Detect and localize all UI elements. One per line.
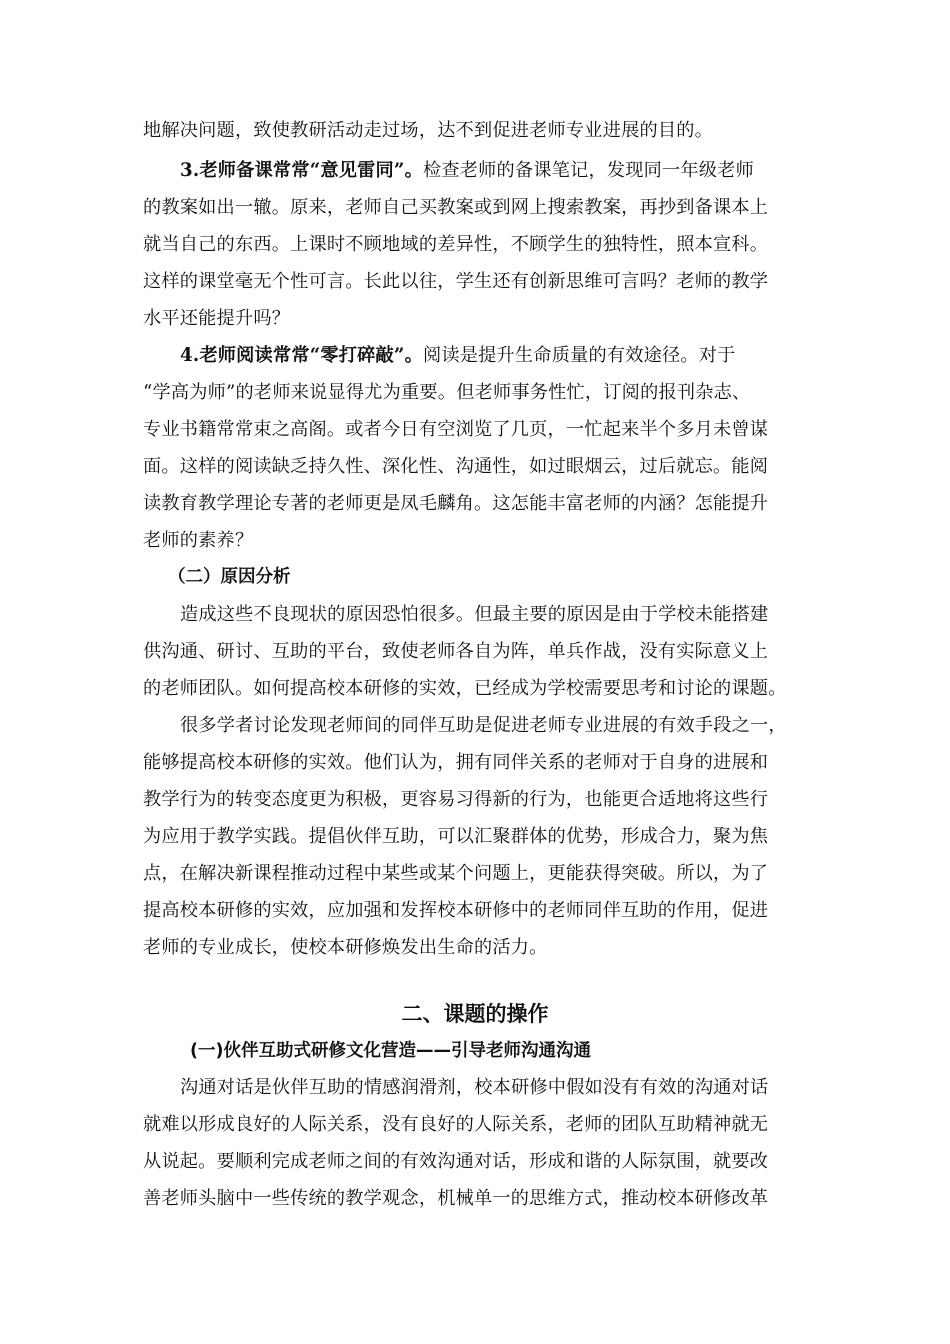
paragraph-line: 教学行为的转变态度更为积极，更容易习得新的行为，也能更合适地将这些行 (143, 789, 769, 810)
paragraph-line: 专业书籍常常束之高阁。或者今日有空浏览了几页，一忙起来半个多月未曾谋 (143, 419, 769, 440)
paragraph-line: 水平还能提升吗？ (143, 308, 291, 329)
paragraph-text: 检查老师的备课笔记，发现同一年级老师 (422, 160, 754, 181)
paragraph-line (180, 156, 808, 186)
section-heading: 二、课题的操作 (401, 1002, 549, 1026)
paragraph-line: 的老师团队。如何提高校本研修的实效，已经成为学校需要思考和讨论的课题。 (143, 678, 787, 699)
section-subheading: （二）原因分析 (168, 567, 291, 587)
paragraph-line: 就难以形成良好的人际关系，没有良好的人际关系，老师的团队互助精神就无 (143, 1114, 769, 1135)
paragraph-line: 的教案如出一辙。原来，老师自己买教案或到网上搜索教案，再抄到备课本上 (143, 197, 769, 218)
section-subheading: (一)伙伴互助式研修文化营造——引导老师沟通沟通 (190, 1041, 591, 1061)
paragraph-line: 从说起。要顺利完成老师之间的有效沟通对话，形成和谐的人际氛围，就要改 (143, 1151, 769, 1172)
paragraph-lead: 3.老师备课常常“意见雷同”。 (180, 160, 423, 181)
paragraph-line: 读教育教学理论专著的老师更是凤毛麟角。这怎能丰富老师的内涵？怎能提升 (143, 493, 769, 514)
paragraph-line (180, 341, 808, 371)
paragraph-text: 阅读是提升生命质量的有效途径。对于 (422, 345, 736, 366)
paragraph-line: 造成这些不良现状的原因恐怕很多。但最主要的原因是由于学校未能搭建 (180, 604, 769, 625)
paragraph-line: 能够提高校本研修的实效。他们认为，拥有同伴关系的老师对于自身的进展和 (143, 752, 769, 773)
paragraph-line: “学高为师”的老师来说显得尤为重要。但老师事务性忙，订阅的报刊杂志、 (143, 382, 751, 403)
paragraph-line: 面。这样的阅读缺乏持久性、深化性、沟通性，如过眼烟云，过后就忘。能阅 (143, 456, 769, 477)
paragraph-line: 供沟通、研讨、互助的平台，致使老师各自为阵，单兵作战，没有实际意义上 (143, 641, 769, 662)
paragraph-lead: 4.老师阅读常常“零打碎敲”。 (180, 345, 423, 366)
paragraph-line: 老师的专业成长，使校本研修焕发出生命的活力。 (143, 937, 548, 958)
paragraph-line: 就当自己的东西。上课时不顾地域的差异性，不顾学生的独特性，照本宣科。 (143, 234, 769, 255)
paragraph-line: 地解决问题，致使教研活动走过场，达不到促进老师专业进展的目的。 (143, 120, 714, 141)
paragraph-line: 这样的课堂毫无个性可言。长此以往，学生还有创新思维可言吗？老师的教学 (143, 271, 769, 292)
paragraph-line: 提高校本研修的实效，应加强和发挥校本研修中的老师同伴互助的作用，促进 (143, 900, 769, 921)
paragraph-line: 点，在解决新课程推动过程中某些或某个问题上，更能获得突破。所以，为了 (143, 863, 769, 884)
paragraph-line: 很多学者讨论发现老师间的同伴互助是促进老师专业进展的有效手段之一， (180, 715, 787, 736)
paragraph-line: 善老师头脑中一些传统的教学观念，机械单一的思维方式，推动校本研修改革 (143, 1188, 769, 1209)
paragraph-line: 沟通对话是伙伴互助的情感润滑剂，校本研修中假如没有有效的沟通对话 (180, 1077, 769, 1098)
paragraph-line: 老师的素养？ (143, 530, 254, 551)
paragraph-line: 为应用于教学实践。提倡伙伴互助，可以汇聚群体的优势，形成合力，聚为焦 (143, 826, 769, 847)
